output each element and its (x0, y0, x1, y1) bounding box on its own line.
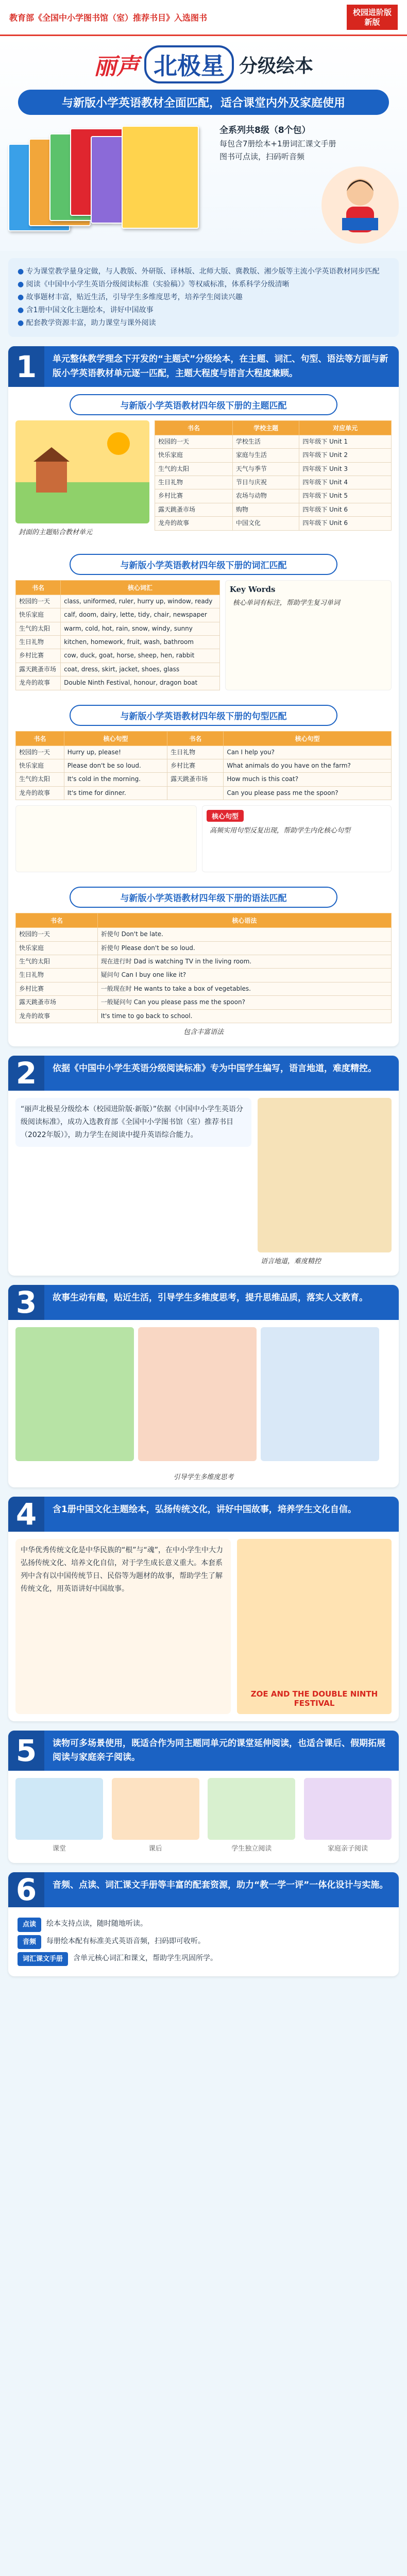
table-row (16, 745, 392, 759)
table-row (16, 928, 392, 941)
cell: 生气的太阳 (16, 955, 98, 968)
section-1-header (8, 346, 399, 386)
feature-bullet: ● 专为课堂教学量身定做，与人教版、外研版、译林版、北师大版、冀教版、湘少版等主流小学英语教材同步匹配 (18, 265, 389, 278)
cell: 快乐家庭 (16, 608, 61, 622)
table-row (16, 595, 220, 608)
cell: warm, cold, hot, rain, snow, windy, sunny (61, 622, 220, 635)
table-header: 书名 (16, 731, 64, 745)
feature-bullet: ● 配套教学资源丰富，助力课堂与课外阅读 (18, 317, 389, 330)
cell: 生气的太阳 (155, 462, 233, 476)
section-1 (8, 346, 399, 1046)
core-sentence-card (202, 805, 392, 872)
feature-bullet: ● 含1册中国文化主题绘本，讲好中国故事 (18, 304, 389, 317)
section-5-scenes (8, 1771, 399, 1863)
table-header: 书名 (16, 580, 61, 595)
cell: 乡村比赛 (167, 759, 224, 772)
cell: 露天跳蚤市场 (155, 503, 233, 516)
table-header: 学校主题 (232, 420, 299, 435)
table-row (155, 517, 392, 530)
cell: Can I help you? (224, 745, 392, 759)
table-row (16, 622, 220, 635)
set-info (219, 123, 399, 244)
cell: 生日礼物 (167, 745, 224, 759)
theme-table (155, 420, 392, 531)
cell: 快乐家庭 (16, 941, 98, 955)
scene-label: 家庭亲子阅读 (327, 1845, 368, 1853)
brand-logo (8, 45, 399, 83)
theme-table-wrap (155, 420, 392, 539)
table-row (16, 1009, 392, 1023)
section-4-header (8, 1497, 399, 1532)
section-4 (8, 1497, 399, 1721)
section-2-caption: 语言地道，难度精控 (261, 1257, 321, 1265)
section-4-text: 中华优秀传统文化是中华民族的“根”与“魂”，在中小学生中大力弘扬传统文化、培养文化自信，对于学生成长意义重大。本套系列中含有以中国传统节日、民俗等为题材的故事，帮助学生了解传统文化，用英语讲好中国故事。 (15, 1539, 231, 1714)
cell: What animals do you have on the farm? (224, 759, 392, 772)
theme-note: 封面的主题贴合教材单元 (19, 528, 93, 536)
section-number: 2 (8, 1056, 44, 1091)
recommend-notice: 教育部《全国中小学图书馆（室）推荐书目》入选图书 (9, 13, 208, 23)
story-page-image (138, 1327, 257, 1461)
footer-spacer (0, 1986, 407, 2006)
section-6 (8, 1872, 399, 1976)
scene-label: 课后 (148, 1845, 162, 1853)
table-row (16, 608, 220, 622)
cell: 天气与季节 (232, 462, 299, 476)
section-title: 含1册中国文化主题绘本，弘扬传统文化，讲好中国故事，培养学生文化自信。 (53, 1504, 357, 1515)
table-header: 书名 (155, 420, 233, 435)
brand-name-b: 北极星 (144, 45, 234, 83)
cell: Double Ninth Festival, honour, dragon boat (61, 676, 220, 690)
cell: 四年级下 Unit 2 (299, 449, 392, 462)
resource-text: 每册绘本配有标准美式英语音频，扫码即可收听。 (46, 1937, 206, 1945)
vocab-table-wrap (15, 580, 220, 690)
resource-label: 词汇课文手册 (18, 1952, 68, 1966)
cell: Please don't be so loud. (64, 759, 167, 772)
section-2-text: “丽声北极星分级绘本（校园进阶版·新版）”依据《中国中小学生英语分级阅读标准》，成功入选教育部《全国中小学图书馆（室）推荐书目（2022年版）》，助力学生在阅读中提升英语综合能力。 (15, 1098, 251, 1147)
hero-tagline: 与新版小学英语教材全面匹配，适合课堂内外及家庭使用 (18, 90, 389, 115)
sentence-match-pill: 与新版小学英语教材四年级下册的句型匹配 (70, 705, 337, 726)
table-row (16, 773, 392, 786)
table-row (155, 476, 392, 489)
cell: 校园的一天 (16, 745, 64, 759)
cell: 四年级下 Unit 6 (299, 503, 392, 516)
scene-image (208, 1778, 295, 1840)
grammar-table (15, 913, 392, 1023)
feature-bullet: ● 故事题材丰富，贴近生活，引导学生多维度思考，培养学生阅读兴趣 (18, 291, 389, 304)
section-title: 故事生动有趣，贴近生活，引导学生多维度思考，提升思维品质，落实人文教育。 (53, 1292, 368, 1303)
section-2-image-wrap (258, 1098, 392, 1268)
hero (0, 36, 407, 251)
cell: It's cold in the morning. (64, 773, 167, 786)
feature-bullet: ● 阅读《中国中小学生英语分级阅读标准（实验稿）》等权威标准，体系科学分级清晰 (18, 278, 389, 291)
table-row (155, 503, 392, 516)
sentence-note: 高频实用句型反复出现，帮助学生内化核心句型 (210, 827, 351, 835)
table-header: 核心语法 (97, 913, 391, 928)
table-header: 书名 (16, 913, 98, 928)
cell: 露天跳蚤市场 (16, 663, 61, 676)
resource-item (18, 1952, 389, 1966)
brand-name-a: 丽声 (93, 54, 139, 80)
section-3-images (8, 1320, 399, 1468)
scene-image (304, 1778, 392, 1840)
cell: 四年级下 Unit 4 (299, 476, 392, 489)
table-row (155, 449, 392, 462)
table-row (155, 462, 392, 476)
edition-badge (347, 5, 398, 30)
cell: 一般疑问句 Can you please pass me the spoon? (97, 996, 391, 1009)
section-number: 1 (8, 346, 44, 386)
cell (167, 786, 224, 800)
table-header: 书名 (167, 731, 224, 745)
cell: 农场与动物 (232, 489, 299, 503)
scene-label: 学生独立阅读 (231, 1845, 272, 1853)
cell: cow, duck, goat, horse, sheep, hen, rabbit (61, 649, 220, 663)
sentence-table (15, 731, 392, 801)
cell: How much is this coat? (224, 773, 392, 786)
scene-label: 课堂 (52, 1845, 66, 1853)
cell: 四年级下 Unit 1 (299, 435, 392, 448)
cell: 学校生活 (232, 435, 299, 448)
cell: 露天跳蚤市场 (16, 996, 98, 1009)
table-header: 核心词汇 (61, 580, 220, 595)
cell: 校园的一天 (16, 595, 61, 608)
table-row (155, 435, 392, 448)
table-row (16, 969, 392, 982)
cell: 生日礼物 (155, 476, 233, 489)
cell: 购物 (232, 503, 299, 516)
culture-book-cover (237, 1539, 392, 1714)
section-title: 单元整体教学理念下开发的“主题式”分级绘本，在主题、词汇、句型、语法等方面与新版小学英语教材单元逐一匹配，主题大程度与语言大程度兼顾。 (53, 354, 388, 379)
section-6-body (8, 1907, 399, 1976)
key-words-card (225, 580, 392, 690)
set-extra: 图书可点读，扫码听音频 (219, 151, 305, 161)
set-name: 全系列共8级（8个包） (219, 125, 311, 135)
table-row (16, 955, 392, 968)
cell: 生气的太阳 (16, 622, 61, 635)
theme-match-row (8, 420, 399, 547)
table-header: 核心句型 (224, 731, 392, 745)
cell: 家庭与生活 (232, 449, 299, 462)
brand-name-c: 分级绘本 (239, 55, 313, 77)
cell: 乡村比赛 (16, 649, 61, 663)
cell: 一般现在时 He wants to take a box of vegetables. (97, 982, 391, 995)
grammar-match-pill: 与新版小学英语教材四年级下册的语法匹配 (70, 887, 337, 908)
section-number: 4 (8, 1497, 44, 1532)
cell: 中国文化 (232, 517, 299, 530)
section-4-body (8, 1532, 399, 1721)
cell: 龙舟的故事 (155, 517, 233, 530)
cell: class, uniformed, ruler, hurry up, window, ready (61, 595, 220, 608)
cell: 龙舟的故事 (16, 786, 64, 800)
section-number: 6 (8, 1872, 44, 1907)
cell: 生气的太阳 (16, 773, 64, 786)
badge-line-2: 新版 (364, 17, 380, 27)
resource-item (18, 1918, 389, 1931)
feature-bullets (8, 258, 399, 337)
cell: kitchen, homework, fruit, wash, bathroom (61, 636, 220, 649)
section-2 (8, 1056, 399, 1276)
table-row (16, 649, 220, 663)
cell: 祈使句 Please don't be so loud. (97, 941, 391, 955)
village-show-cover (15, 420, 149, 523)
resource-label: 点读 (18, 1918, 41, 1931)
sentence-match-row (8, 731, 399, 880)
cell: 四年级下 Unit 3 (299, 462, 392, 476)
cell: 露天跳蚤市场 (167, 773, 224, 786)
cell: It's time to go back to school. (97, 1009, 391, 1023)
scene-image (112, 1778, 199, 1840)
section-5-header (8, 1731, 399, 1771)
cell: 龙舟的故事 (16, 676, 61, 690)
cell: 生日礼物 (16, 636, 61, 649)
core-sentence-label: 核心句型 (207, 810, 244, 822)
table-row (16, 786, 392, 800)
section-2-body (8, 1091, 399, 1276)
scene-card (15, 1778, 103, 1856)
badge-line-1: 校园进阶版 (352, 7, 392, 17)
table-header: 对应单元 (299, 420, 392, 435)
reader-illustration (321, 166, 399, 244)
grammar-note: 包含丰富语法 (183, 1028, 224, 1036)
cell: 校园的一天 (16, 928, 98, 941)
scene-card (112, 1778, 199, 1856)
cell: Hurry up, please! (64, 745, 167, 759)
culture-book-title: ZOE AND THE DOUBLE NINTH FESTIVAL (250, 1689, 378, 1708)
theme-match-pill: 与新版小学英语教材四年级下册的主题匹配 (70, 394, 337, 415)
book-stack (8, 123, 214, 236)
cell: calf, doom, dairy, lette, tidy, chair, newspaper (61, 608, 220, 622)
resource-text: 绘本支持点读，随时随地听读。 (46, 1920, 148, 1928)
cell: 龙舟的故事 (16, 1009, 98, 1023)
cell: 四年级下 Unit 6 (299, 517, 392, 530)
section-number: 3 (8, 1285, 44, 1320)
table-row (16, 996, 392, 1009)
resource-label: 音频 (18, 1935, 41, 1949)
table-row (16, 676, 220, 690)
grammar-match-row (8, 913, 399, 1046)
sentence-extras (15, 805, 392, 872)
section-2-text-wrap (15, 1098, 251, 1268)
key-words-title: Key Words (229, 584, 276, 594)
table-row (16, 636, 220, 649)
cell: Can you please pass me the spoon? (224, 786, 392, 800)
hero-body (8, 123, 399, 244)
section-2-header (8, 1056, 399, 1091)
cell: 乡村比赛 (155, 489, 233, 503)
cell: 乡村比赛 (16, 982, 98, 995)
section-2-illustration (258, 1098, 392, 1252)
resource-item (18, 1935, 389, 1949)
table-row (16, 941, 392, 955)
cell: It's time for dinner. (64, 786, 167, 800)
scene-card (208, 1778, 295, 1856)
section-3-caption: 引导学生多维度思考 (173, 1473, 234, 1481)
sentence-structure-card (15, 805, 197, 872)
story-page-image (261, 1327, 379, 1461)
table-row (16, 759, 392, 772)
section-title: 读物可多场景使用，既适合作为同主题同单元的课堂延伸阅读，也适合课后、假期拓展阅读与家庭亲子阅读。 (53, 1738, 385, 1763)
vocab-match-row (8, 580, 399, 698)
story-page-image (15, 1327, 134, 1461)
section-title: 音频、点读、词汇课文手册等丰富的配套资源，助力“教一学一评”一体化设计与实施。 (53, 1880, 388, 1891)
section-3 (8, 1285, 399, 1487)
cell: 快乐家庭 (16, 759, 64, 772)
table-row (16, 663, 220, 676)
cell: 疑问句 Can I buy one like it? (97, 969, 391, 982)
cell: 四年级下 Unit 5 (299, 489, 392, 503)
section-6-header (8, 1872, 399, 1907)
scene-card (304, 1778, 392, 1856)
table-header: 核心句型 (64, 731, 167, 745)
resource-text: 含单元核心词汇和课文，帮助学生巩固所学。 (73, 1954, 218, 1963)
vocab-table (15, 580, 220, 690)
set-detail: 每包含7册绘本+1册词汇课文手册 (219, 139, 336, 149)
vocab-note: 核心单词有标注，帮助学生复习单词 (232, 599, 340, 607)
vocab-match-pill: 与新版小学英语教材四年级下册的词汇匹配 (70, 554, 337, 575)
cell: 校园的一天 (155, 435, 233, 448)
table-row (155, 489, 392, 503)
section-3-header (8, 1285, 399, 1320)
cell: 现在进行时 Dad is watching TV in the living room. (97, 955, 391, 968)
book-cover-main (122, 126, 199, 229)
section-title: 依据《中国中小学生英语分级阅读标准》专为中国学生编写，语言地道，难度精控。 (53, 1063, 377, 1074)
cell: 祈使句 Don't be late. (97, 928, 391, 941)
cell: 节日与庆祝 (232, 476, 299, 489)
cell: coat, dress, skirt, jacket, shoes, glass (61, 663, 220, 676)
section-number: 5 (8, 1731, 44, 1771)
cell: 生日礼物 (16, 969, 98, 982)
cell: 快乐家庭 (155, 449, 233, 462)
section-5 (8, 1731, 399, 1863)
theme-cover-col (15, 420, 149, 539)
scene-image (15, 1778, 103, 1840)
table-row (16, 982, 392, 995)
top-strip (0, 0, 407, 36)
